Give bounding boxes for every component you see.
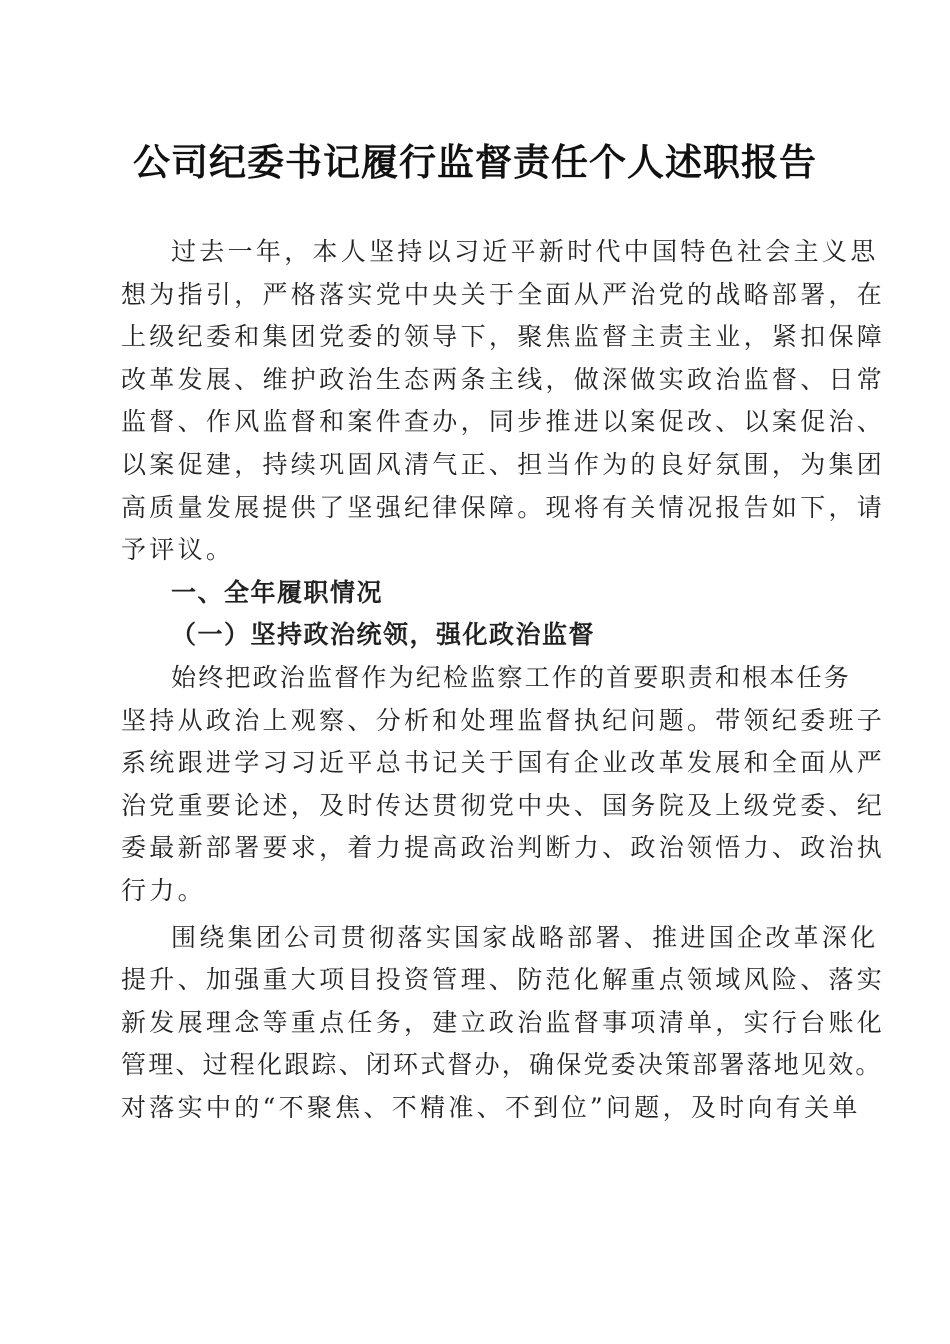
- paragraph-line: 提升、加强重大项目投资管理、防范化解重点领域风险、落实: [121, 965, 886, 995]
- paragraph-line: 管理、过程化跟踪、闭环式督办，确保党委决策部署落地见效。: [121, 1050, 883, 1080]
- intro-line: 监督、作风监督和案件查办，同步推进以案促改、以案促治、: [121, 407, 886, 437]
- paragraph-line: 始终把政治监督作为纪检监察工作的首要职责和根本任务: [171, 662, 852, 692]
- intro-line: 予评议。: [121, 535, 235, 565]
- paragraph-line: 治党重要论述，及时传达贯彻党中央、国务院及上级党委、纪: [121, 790, 886, 820]
- paragraph-political-supervision: [121, 657, 886, 913]
- paragraph-line: 围绕集团公司贯彻落实国家战略部署、推进国企改革深化: [171, 922, 879, 952]
- paragraph-line: 委最新部署要求，着力提高政治判断力、政治领悟力、政治执: [121, 833, 886, 863]
- paragraph-line: 系统跟进学习习近平总书记关于国有企业改革发展和全面从严: [121, 748, 886, 778]
- subsection-heading: （一）坚持政治统领，强化政治监督: [171, 620, 596, 650]
- intro-line: 想为指引，严格落实党中央关于全面从严治党的战略部署，在: [121, 279, 886, 309]
- intro-line: 上级纪委和集团党委的领导下，聚焦监督主责主业，紧扣保障: [121, 322, 886, 352]
- document-title: 公司纪委书记履行监督责任个人述职报告: [133, 140, 817, 184]
- intro-line: 高质量发展提供了坚强纪律保障。现将有关情况报告如下，请: [121, 492, 886, 522]
- section-heading: 一、全年履职情况: [171, 577, 384, 607]
- paragraph-line: 行力。: [121, 875, 206, 905]
- paragraph-line: 对落实中的“不聚焦、不精准、不到位”问题，及时向有关单: [121, 1092, 861, 1122]
- intro-line: 改革发展、维护政治生态两条主线，做深做实政治监督、日常: [121, 364, 886, 394]
- paragraph-line: 新发展理念等重点任务，建立政治监督事项清单，实行台账化: [121, 1007, 886, 1037]
- intro-line: 以案促建，持续巩固风清气正、担当作为的良好氛围，为集团: [121, 449, 886, 479]
- intro-paragraph: [121, 231, 886, 572]
- document-body: [121, 231, 886, 1129]
- paragraph-task-list: [121, 917, 886, 1130]
- paragraph-line: 坚持从政治上观察、分析和处理监督执纪问题。带领纪委班子: [121, 705, 886, 735]
- intro-line: 过去一年，本人坚持以习近平新时代中国特色社会主义思: [171, 237, 879, 266]
